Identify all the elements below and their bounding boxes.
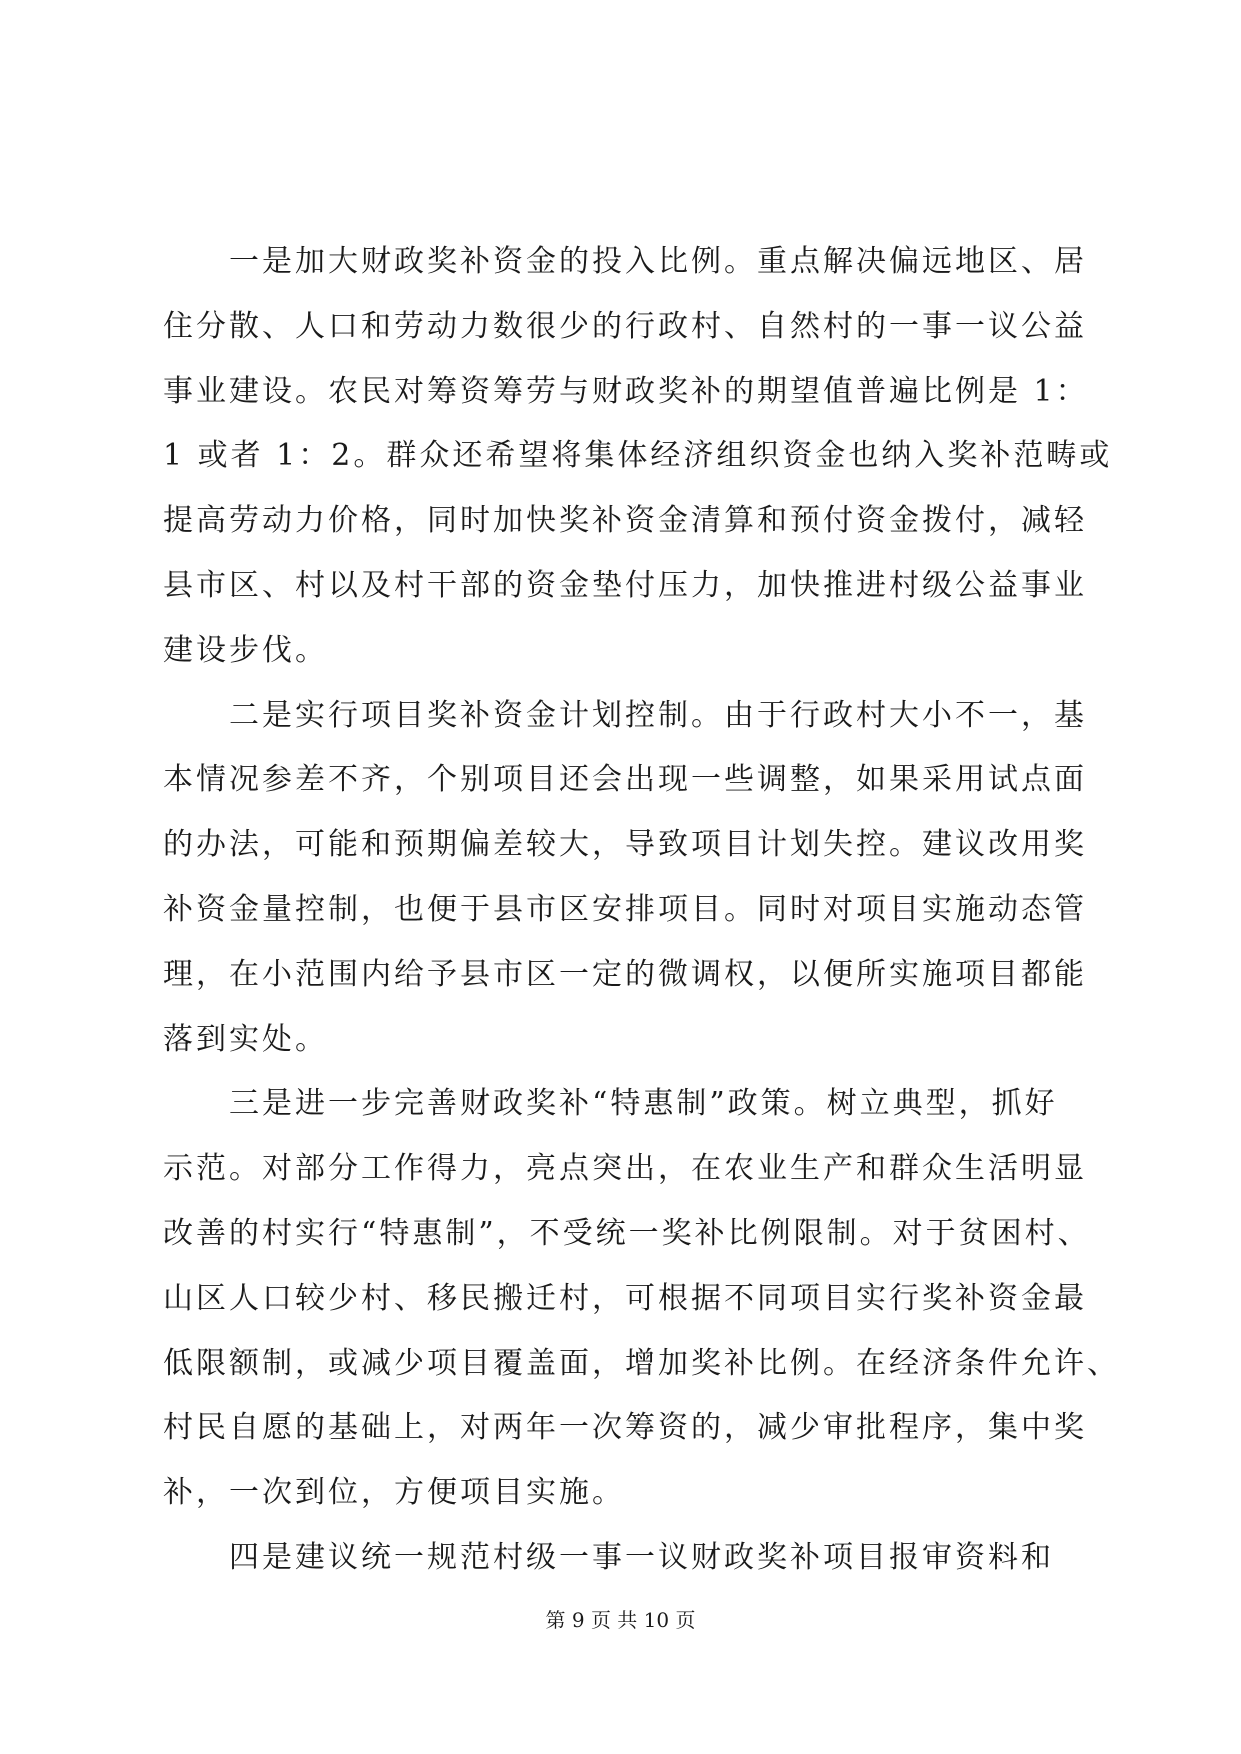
text-line: 示范。对部分工作得力，亮点突出，在农业生产和群众生活明显 (163, 1151, 1087, 1187)
text-line: 落到实处。 (163, 1021, 328, 1057)
body-text (163, 230, 1120, 1591)
text-line: 理，在小范围内给予县市区一定的微调权，以便所实施项目都能 (163, 956, 1087, 992)
text-line: 本情况参差不齐，个别项目还会出现一些调整，如果采用试点面 (163, 762, 1087, 798)
text-line: 补资金量控制，也便于县市区安排项目。同时对项目实施动态管 (163, 891, 1087, 927)
text-line: 的办法，可能和预期偏差较大，导致项目计划失控。建议改用奖 (163, 827, 1087, 863)
text-line: 低限额制，或减少项目覆盖面，增加奖补比例。在经济条件允许、 (163, 1345, 1120, 1381)
text-line: 山区人口较少村、移民搬迁村，可根据不同项目实行奖补资金最 (163, 1280, 1087, 1316)
text-line: 住分散、人口和劳动力数很少的行政村、自然村的一事一议公益 (163, 308, 1087, 344)
text-line: 1 或者 1：2。群众还希望将集体经济组织资金也纳入奖补范畴或 (163, 438, 1113, 474)
text-line: 建设步伐。 (163, 632, 328, 668)
text-line: 村民自愿的基础上，对两年一次筹资的，减少审批程序，集中奖 (163, 1410, 1087, 1446)
text-line: 二是实行项目奖补资金计划控制。由于行政村大小不一，基 (163, 697, 1087, 733)
text-line: 提高劳动力价格，同时加快奖补资金清算和预付资金拨付，减轻 (163, 503, 1087, 539)
text-line: 三是进一步完善财政奖补“特惠制”政策。树立典型，抓好 (163, 1086, 1058, 1122)
text-line: 改善的村实行“特惠制”，不受统一奖补比例限制。对于贫困村、 (163, 1215, 1091, 1251)
page-number-label: 第 9 页 共 10 页 (545, 1608, 696, 1632)
text-line: 补，一次到位，方便项目实施。 (163, 1475, 625, 1511)
text-line: 事业建设。农民对筹资筹劳与财政奖补的期望值普遍比例是 1： (163, 373, 1089, 409)
page-footer (0, 1604, 1241, 1633)
text-line: 县市区、村以及村干部的资金垫付压力，加快推进村级公益事业 (163, 567, 1087, 603)
text-line: 四是建议统一规范村级一事一议财政奖补项目报审资料和 (163, 1539, 1054, 1575)
text-line: 一是加大财政奖补资金的投入比例。重点解决偏远地区、居 (163, 244, 1087, 279)
